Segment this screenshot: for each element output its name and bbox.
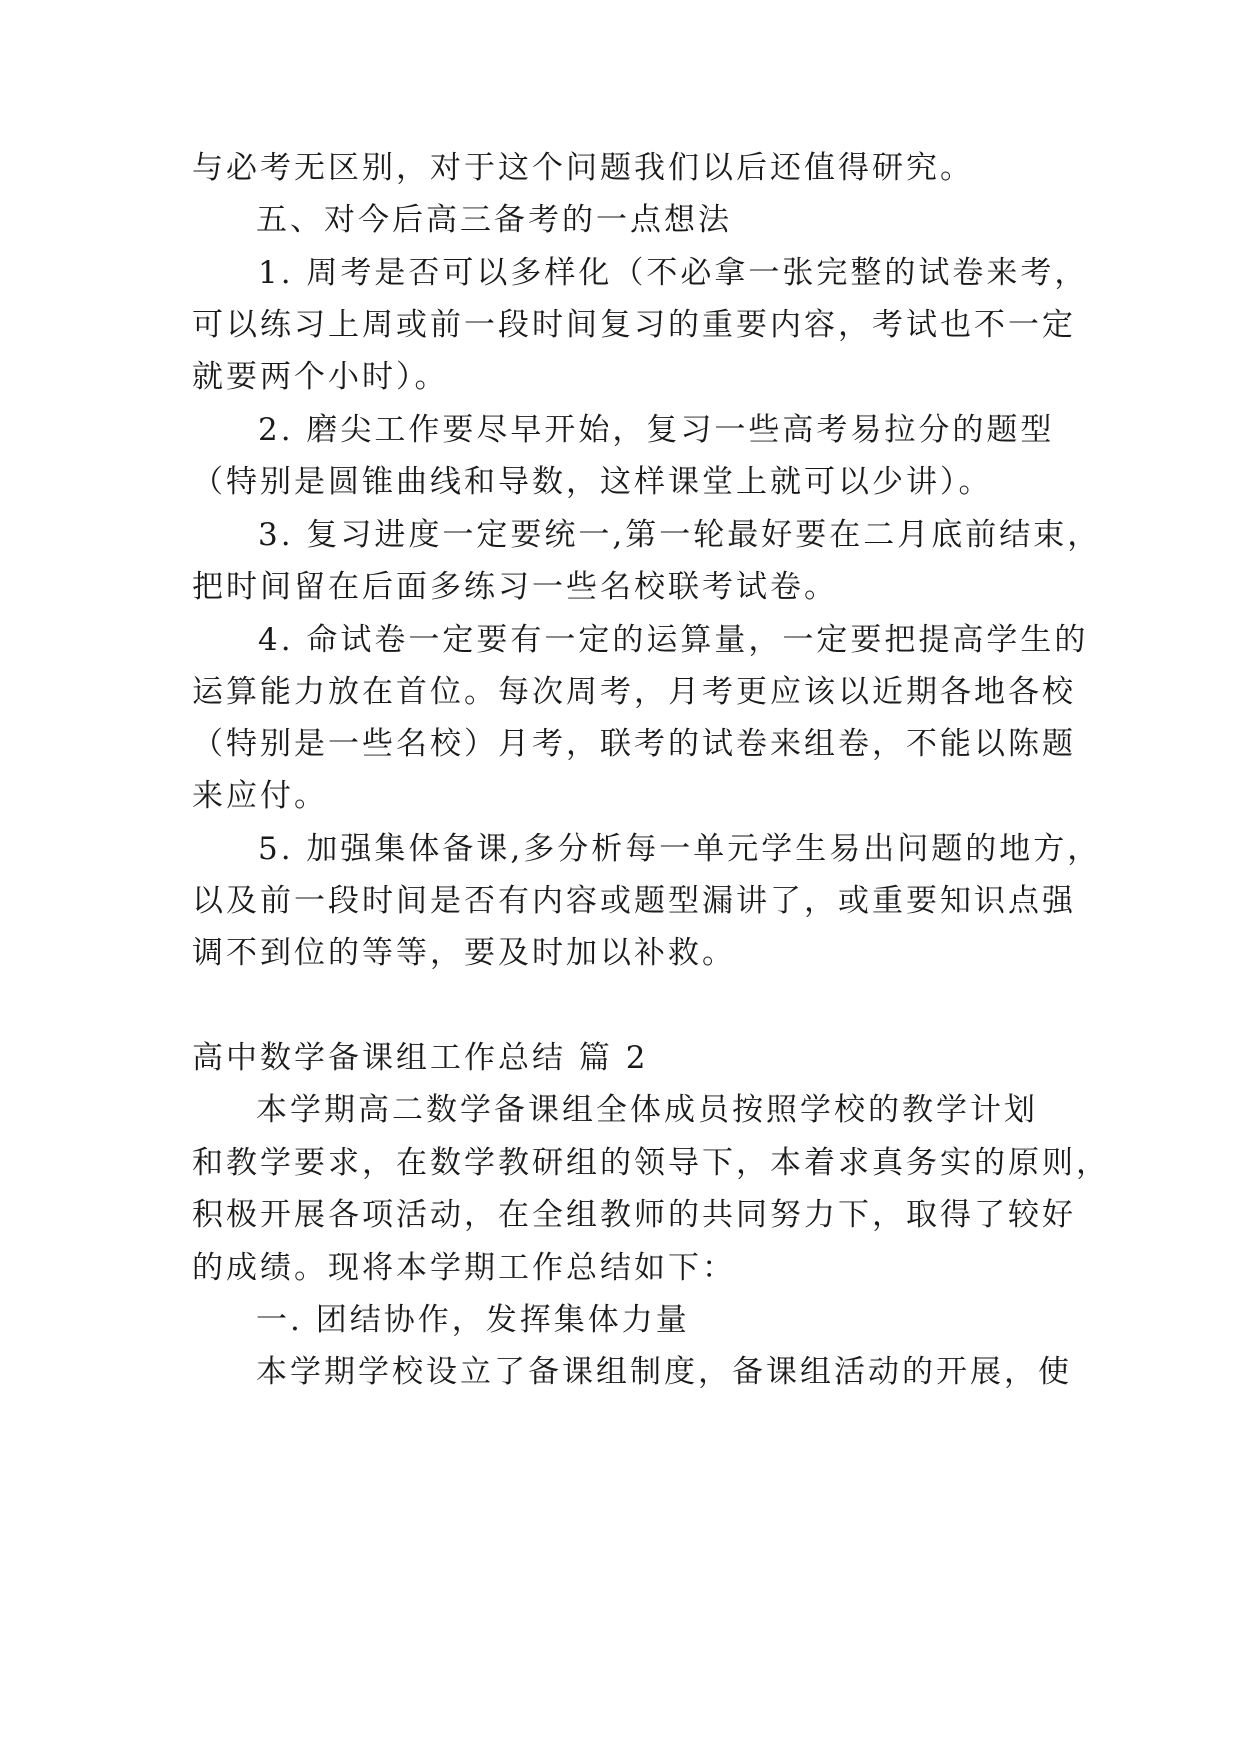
paragraph-line: 以及前一段时间是否有内容或题型漏讲了，或重要知识点强	[192, 883, 1076, 919]
paragraph-line: 积极开展各项活动，在全组教师的共同努力下，取得了较好	[192, 1197, 1076, 1233]
paragraph-line: 的成绩。现将本学期工作总结如下：	[192, 1250, 736, 1286]
paragraph-line: 本学期高二数学备课组全体成员按照学校的教学计划	[256, 1092, 1038, 1128]
paragraph-line: 调不到位的等等，要及时加以补救。	[192, 935, 736, 971]
list-item: 5. 加强集体备课,多分析每一单元学生易出问题的地方，	[258, 831, 1102, 867]
list-item: 2. 磨尖工作要尽早开始，复习一些高考易拉分的题型	[258, 412, 1055, 448]
section-heading: 一. 团结协作，发挥集体力量	[256, 1302, 690, 1338]
paragraph-line: （特别是一些名校）月考，联考的试卷来组卷，不能以陈题	[192, 726, 1076, 762]
paragraph-line: （特别是圆锥曲线和导数，这样课堂上就可以少讲）。	[192, 464, 993, 500]
paragraph-line: 与必考无区别，对于这个问题我们以后还值得研究。	[192, 150, 974, 186]
article-title: 高中数学备课组工作总结 篇 2	[192, 1040, 649, 1076]
list-item: 4. 命试卷一定要有一定的运算量，一定要把提高学生的	[258, 622, 1089, 658]
list-item: 3. 复习进度一定要统一,第一轮最好要在二月底前结束，	[258, 517, 1102, 553]
paragraph-line: 本学期学校设立了备课组制度，备课组活动的开展，使	[256, 1354, 1072, 1390]
paragraph-line: 运算能力放在首位。每次周考，月考更应该以近期各地各校	[192, 674, 1076, 710]
paragraph-line: 就要两个小时）。	[192, 359, 449, 395]
list-item: 1. 周考是否可以多样化（不必拿一张完整的试卷来考，	[258, 255, 1089, 291]
paragraph-line: 可以练习上周或前一段时间复习的重要内容，考试也不一定	[192, 307, 1076, 343]
section-heading: 五、对今后高三备考的一点想法	[256, 202, 732, 238]
paragraph-line: 把时间留在后面多练习一些名校联考试卷。	[192, 569, 838, 605]
paragraph-line: 和教学要求，在数学教研组的领导下，本着求真务实的原则，	[192, 1145, 1110, 1181]
paragraph-line: 来应付。	[192, 778, 328, 814]
